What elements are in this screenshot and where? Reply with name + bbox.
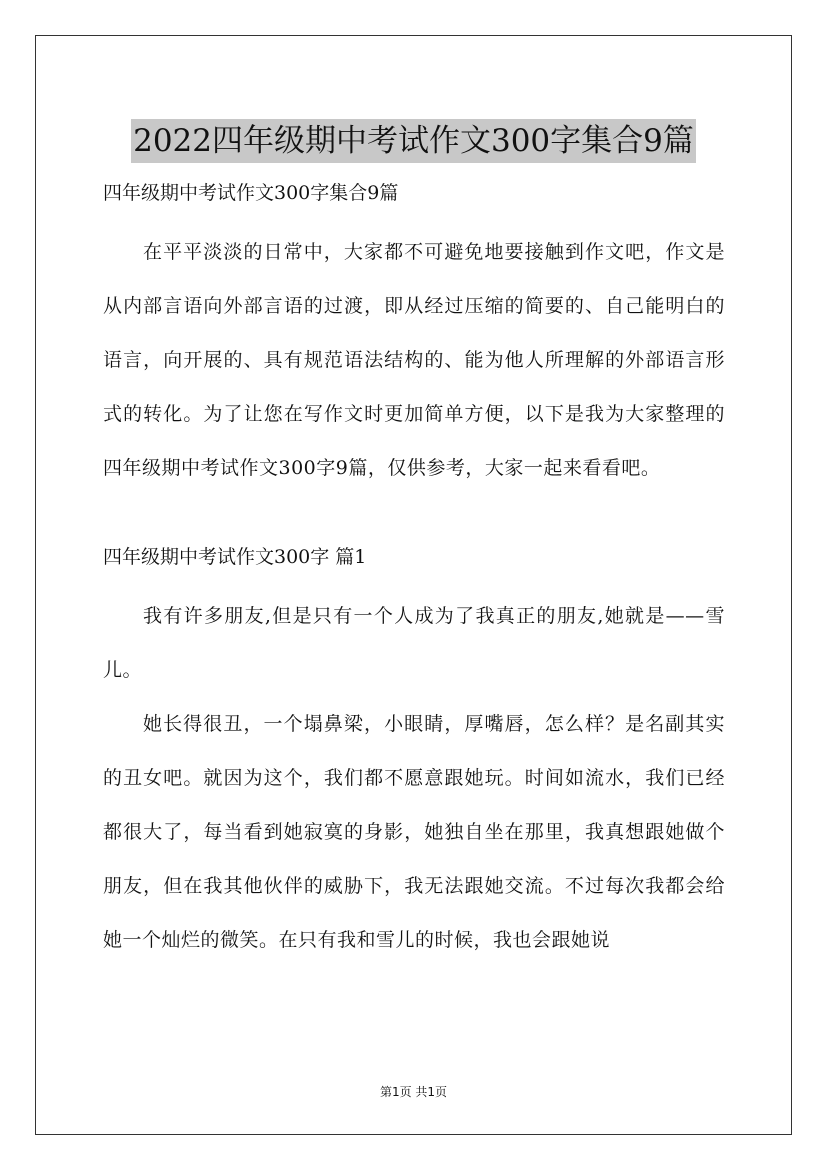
section-heading: 四年级期中考试作文300字 篇1 <box>103 546 367 568</box>
document-title: 2022四年级期中考试作文300字集合9篇 <box>131 119 696 163</box>
document-subtitle: 四年级期中考试作文300字集合9篇 <box>103 182 399 204</box>
document-body <box>103 171 725 967</box>
body-paragraph: 我有许多朋友,但是只有一个人成为了我真正的朋友,她就是——雪儿。 <box>103 605 725 681</box>
intro-paragraph: 在平平淡淡的日常中，大家都不可避免地要接触到作文吧，作文是从内部言语向外部言语的过渡，即从经过压缩的简要的、自己能明白的语言，向开展的、具有规范语法结构的、能为他人所理解的外部语言形式的转化。为了让您在写作文时更加简单方便，以下是我为大家整理的四年级期中考试作文300字9篇，仅供参考，大家一起来看看吧。 <box>103 241 725 479</box>
section-spacer <box>103 495 725 535</box>
page-footer: 第1页 共1页 <box>379 1085 448 1099</box>
body-paragraph: 她长得很丑，一个塌鼻梁，小眼睛，厚嘴唇，怎么样？是名副其实的丑女吧。就因为这个，我们都不愿意跟她玩。时间如流水，我们已经都很大了，每当看到她寂寞的身影，她独自坐在那里，我真想跟她做个朋友，但在我其他伙伴的威胁下，我无法跟她交流。不过每次我都会给她一个灿烂的微笑。在只有我和雪儿的时候，我也会跟她说 <box>103 713 725 951</box>
